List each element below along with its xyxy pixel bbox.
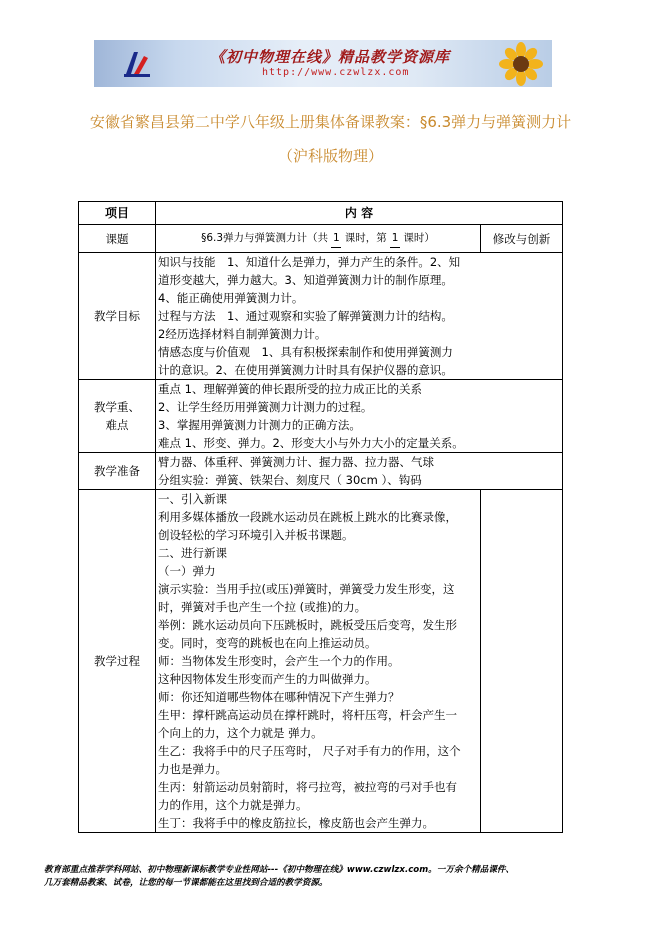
key-points-label bbox=[79, 380, 156, 453]
topic-name: §6.3弹力与弹簧测力计（共 bbox=[201, 232, 329, 244]
footer-line: 教育部重点推荐学科网站、初中物理新课标教学专业性网站---《初中物理在线》www.czwlzx.com。一万余个精品课件、 bbox=[44, 865, 515, 875]
key-line: 重点 1、理解弹簧的伸长跟所受的拉力成正比的关系 bbox=[158, 382, 422, 396]
goals-line: 2经历选择材料自制弹簧测力计。 bbox=[158, 327, 327, 341]
goals-line: 情感态度与价值观 1、具有积极探索制作和使用弹簧测力 bbox=[158, 345, 453, 359]
process-line: 这种因物体发生形变而产生的力叫做弹力。 bbox=[158, 672, 377, 686]
banner-url[interactable]: http://www.czwlzx.com bbox=[262, 67, 410, 78]
header-banner bbox=[94, 40, 552, 87]
process-row bbox=[79, 490, 563, 833]
process-line: （一）弹力 bbox=[158, 564, 216, 578]
prep-label: 教学准备 bbox=[79, 453, 156, 490]
process-line: 生丙：射箭运动员射箭时，将弓拉弯，被拉弯的弓对手也有 bbox=[158, 780, 457, 794]
header-content: 内 容 bbox=[156, 202, 563, 225]
process-line: 生乙：我将手中的尺子压弯时， 尺子对手有力的作用，这个 bbox=[158, 744, 461, 758]
goals-label: 教学目标 bbox=[79, 253, 156, 380]
key-points-row bbox=[79, 380, 563, 453]
process-line: 二、进行新课 bbox=[158, 546, 227, 560]
page-footer bbox=[44, 864, 634, 890]
goals-line: 知识与技能 1、知道什么是弹力，弹力产生的条件。2、知 bbox=[158, 255, 461, 269]
goals-content bbox=[156, 253, 563, 380]
process-line: 时，弹簧对手也产生一个拉 (或推)的力。 bbox=[158, 600, 367, 614]
process-line: 创设轻松的学习环境引入并板书课题。 bbox=[158, 528, 354, 542]
process-line: 力的作用，这个力就是弹力。 bbox=[158, 798, 308, 812]
process-content bbox=[156, 490, 481, 833]
process-line: 生丁：我将手中的橡皮筋拉长，橡皮筋也会产生弹力。 bbox=[158, 816, 434, 830]
topic-end: 课时） bbox=[403, 232, 435, 244]
process-line: 力也是弹力。 bbox=[158, 762, 227, 776]
revision-cell bbox=[481, 490, 563, 833]
lesson-number: 1 bbox=[390, 229, 400, 248]
table-header-row bbox=[79, 202, 563, 225]
revision-note-header: 修改与创新 bbox=[481, 225, 563, 253]
key-line: 3、掌握用弹簧测力计测力的正确方法。 bbox=[158, 418, 361, 432]
goals-line: 道形变越大，弹力越大。3、知道弹簧测力计的制作原理。 bbox=[158, 273, 453, 287]
topic-value bbox=[156, 225, 481, 253]
key-label-line: 难点 bbox=[105, 418, 129, 432]
header-item: 项目 bbox=[79, 202, 156, 225]
key-line: 2、让学生经历用弹簧测力计测力的过程。 bbox=[158, 400, 373, 414]
topic-row bbox=[79, 225, 563, 253]
goals-row bbox=[79, 253, 563, 380]
goals-line: 计的意识。2、在使用弹簧测力计时具有保护仪器的意识。 bbox=[158, 363, 453, 377]
process-line: 师：当物体发生形变时，会产生一个力的作用。 bbox=[158, 654, 400, 668]
banner-title: 《初中物理在线》精品教学资源库 bbox=[210, 48, 451, 66]
total-lessons: 1 bbox=[331, 229, 341, 248]
prep-line: 臂力器、体重秤、弹簧测力计、握力器、拉力器、气球 bbox=[158, 455, 434, 469]
key-line: 难点 1、形变、弹力。2、形变大小与外力大小的定量关系。 bbox=[158, 436, 464, 450]
goals-line: 4、能正确使用弹簧测力计。 bbox=[158, 291, 304, 305]
lesson-plan-table bbox=[78, 201, 563, 833]
process-line: 演示实验：当用手拉(或压)弹簧时，弹簧受力发生形变，这 bbox=[158, 582, 455, 596]
footer-line: 几万套精品教案、试卷，让您的每一节课都能在这里找到合适的教学资源。 bbox=[44, 878, 328, 888]
sunflower-icon bbox=[496, 42, 546, 86]
process-line: 一、引入新课 bbox=[158, 492, 227, 506]
prep-content bbox=[156, 453, 563, 490]
process-line: 生甲：撑杆跳高运动员在撑杆跳时，将杆压弯，杆会产生一 bbox=[158, 708, 457, 722]
process-line: 师：你还知道哪些物体在哪种情况下产生弹力？ bbox=[158, 690, 400, 704]
prep-line: 分组实验：弹簧、铁架台、刻度尺（ 30cm ）、钩码 bbox=[158, 473, 422, 487]
goals-line: 过程与方法 1、通过观察和实验了解弹簧测力计的结构。 bbox=[158, 309, 453, 323]
process-line: 举例：跳水运动员向下压跳板时，跳板受压后变弯，发生形 bbox=[158, 618, 457, 632]
key-points-content bbox=[156, 380, 563, 453]
process-label: 教学过程 bbox=[79, 490, 156, 833]
process-line: 变。同时，变弯的跳板也在向上推运动员。 bbox=[158, 636, 377, 650]
process-line: 个向上的力，这个力就是 弹力。 bbox=[158, 726, 323, 740]
key-label-line: 教学重、 bbox=[94, 400, 140, 414]
document-subtitle: （沪科版物理） bbox=[277, 147, 383, 165]
topic-label: 课题 bbox=[79, 225, 156, 253]
document-title: 安徽省繁昌县第二中学八年级上册集体备课教案：§6.3弹力与弹簧测力计 bbox=[89, 113, 572, 131]
prep-row bbox=[79, 453, 563, 490]
site-logo-icon bbox=[120, 46, 154, 80]
process-line: 利用多媒体播放一段跳水运动员在跳板上跳水的比赛录像， bbox=[158, 510, 457, 524]
topic-mid: 课时，第 bbox=[344, 232, 387, 244]
